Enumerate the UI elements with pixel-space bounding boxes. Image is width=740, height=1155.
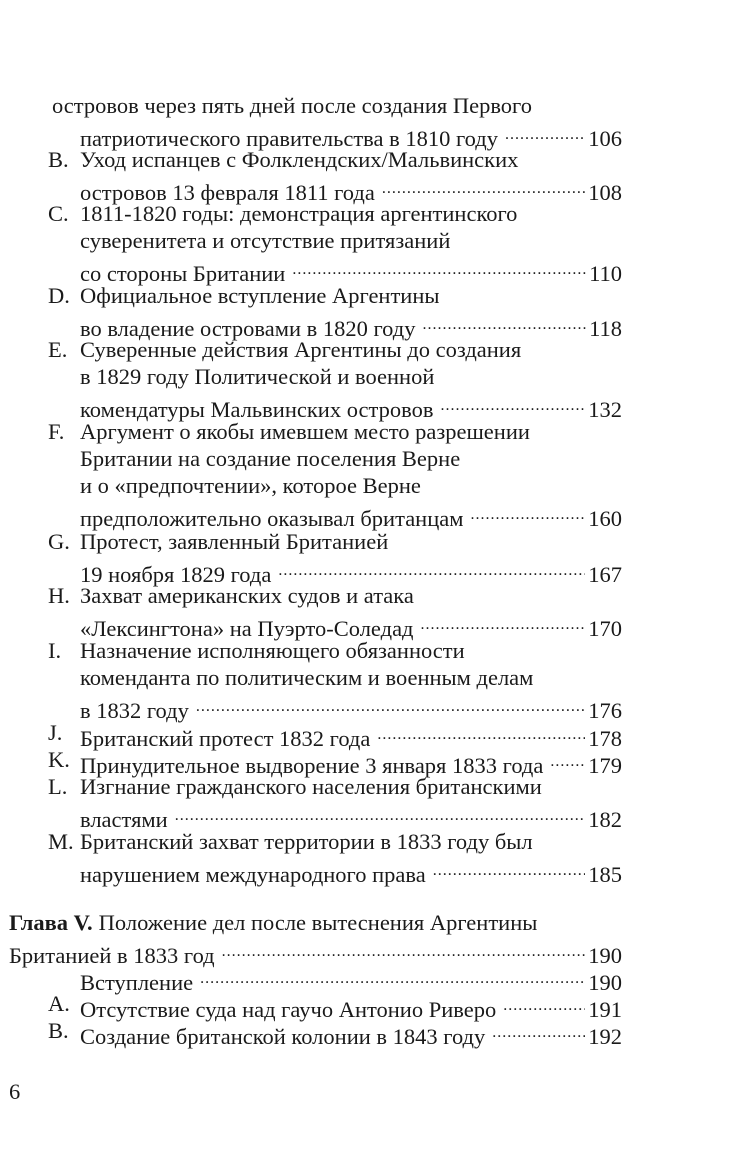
page-ref: 179 xyxy=(588,753,622,778)
entry-line: Британский протест 1832 года xyxy=(80,726,371,751)
entry-letter: B. xyxy=(48,1018,69,1043)
leader-dots xyxy=(505,119,585,146)
leader-dots xyxy=(421,609,586,636)
toc-entry-f xyxy=(48,418,622,531)
entry-line: коменданта по политическим и военным делам xyxy=(80,665,534,690)
entry-line: Создание британской колонии в 1843 году xyxy=(80,1024,486,1049)
entry-letter: F. xyxy=(48,419,65,444)
entry-line: 1811-1820 годы: демонстрация аргентинского xyxy=(80,201,518,226)
entry-line: властями xyxy=(80,807,168,832)
page-ref: 190 xyxy=(588,970,622,995)
entry-line: Изгнание гражданского населения британскими xyxy=(80,774,542,799)
entry-line: Отсутствие суда над гаучо Антонио Риверо xyxy=(80,997,497,1022)
entry-line: со стороны Британии xyxy=(80,261,286,286)
leader-dots xyxy=(503,990,585,1017)
entry-line: Уход испанцев с Фолклендских/Мальвинских xyxy=(80,147,519,172)
entry-letter: M. xyxy=(48,829,74,854)
leader-dots xyxy=(433,855,586,882)
leader-dots xyxy=(550,746,585,773)
page-ref: 167 xyxy=(588,562,622,587)
leader-dots xyxy=(422,309,586,336)
page-ref: 192 xyxy=(588,1024,622,1049)
entry-line: островов 13 февраля 1811 года xyxy=(80,180,375,205)
entry-line: «Лексингтона» на Пуэрто-Соледад xyxy=(80,616,414,641)
toc-entry-k xyxy=(48,746,622,778)
entry-line: в 1832 году xyxy=(80,698,189,723)
entry-line: Аргумент о якобы имевшем место разрешении xyxy=(80,419,530,444)
entry-line: Суверенные действия Аргентины до создания xyxy=(80,337,522,362)
chapter-label: Глава V. xyxy=(9,910,93,935)
entry-line: Протест, заявленный Британией xyxy=(80,529,389,554)
toc-chapter-v xyxy=(9,909,622,1049)
entry-line: патриотического правительства в 1810 году xyxy=(80,126,498,151)
entry-line: Вступление xyxy=(80,970,194,995)
page-ref: 182 xyxy=(588,807,622,832)
entry-line: Принудительное выдворение 3 января 1833 года xyxy=(80,753,544,778)
leader-dots xyxy=(200,963,585,990)
page-ref: 160 xyxy=(588,506,622,531)
entry-letter: I. xyxy=(48,638,62,663)
entry-line: 19 ноября 1829 года xyxy=(80,562,272,587)
entry-line: суверенитета и отсутствие притязаний xyxy=(80,228,451,253)
entry-line: Назначение исполняющего обязанности xyxy=(80,638,465,663)
entry-line: Официальное вступление Аргентины xyxy=(80,283,440,308)
chapter-title-line: Британией в 1833 год xyxy=(9,943,215,968)
toc-entry-c xyxy=(48,200,622,286)
entry-line: в 1829 году Политической и военной xyxy=(80,364,435,389)
page-ref: 191 xyxy=(588,997,622,1022)
entry-line: предположительно оказывал британцам xyxy=(80,506,464,531)
entry-line: Британии на создание поселения Верне xyxy=(80,446,461,471)
entry-letter: B. xyxy=(48,147,69,172)
page-ref: 185 xyxy=(588,862,622,887)
page-ref: 190 xyxy=(588,943,622,968)
page-number: 6 xyxy=(9,1079,21,1104)
toc-entry-h xyxy=(48,582,622,641)
toc-entry-b xyxy=(48,146,622,205)
entry-letter: C. xyxy=(48,201,69,226)
entry-letter: K. xyxy=(48,747,70,772)
entry-line: Захват американских судов и атака xyxy=(80,583,414,608)
toc-entry-i xyxy=(48,637,622,723)
leader-dots xyxy=(292,254,586,281)
toc-entry-j xyxy=(48,719,622,751)
entry-line: комендатуры Мальвинских островов xyxy=(80,397,434,422)
toc-entry-continuation xyxy=(52,92,622,151)
page-ref: 176 xyxy=(588,698,622,723)
leader-dots xyxy=(222,936,586,963)
entry-letter: G. xyxy=(48,529,70,554)
page-ref: 178 xyxy=(588,726,622,751)
page-ref: 110 xyxy=(589,261,622,286)
toc-entry-m xyxy=(48,828,622,887)
entry-line: во владение островами в 1820 году xyxy=(80,316,416,341)
leader-dots xyxy=(196,691,585,718)
entry-letter: A. xyxy=(48,991,70,1016)
chapter-item xyxy=(48,990,622,1022)
toc-entry-e xyxy=(48,336,622,422)
leader-dots xyxy=(278,555,585,582)
entry-letter: E. xyxy=(48,337,68,362)
chapter-item xyxy=(52,963,622,995)
toc-entry-l xyxy=(48,773,622,832)
leader-dots xyxy=(471,499,586,526)
page-ref: 170 xyxy=(588,616,622,641)
page-ref: 106 xyxy=(588,126,622,151)
entry-letter: J. xyxy=(48,720,63,745)
toc-entry-g xyxy=(48,528,622,587)
leader-dots xyxy=(377,719,585,746)
page-ref: 118 xyxy=(589,316,622,341)
entry-letter: D. xyxy=(48,283,70,308)
leader-dots xyxy=(492,1017,585,1044)
page-ref: 132 xyxy=(588,397,622,422)
entry-line: и о «предпочтении», которое Верне xyxy=(80,473,421,498)
leader-dots xyxy=(382,173,585,200)
toc-entry-d xyxy=(48,282,622,341)
chapter-item xyxy=(48,1017,622,1049)
entry-letter: H. xyxy=(48,583,70,608)
leader-dots xyxy=(175,800,586,827)
leader-dots xyxy=(440,390,585,417)
entry-line: Британский захват территории в 1833 году был xyxy=(80,829,533,854)
entry-line: островов через пять дней после создания Первого xyxy=(52,93,532,118)
entry-line: нарушением международного права xyxy=(80,862,426,887)
entry-letter: L. xyxy=(48,774,68,799)
page-ref: 108 xyxy=(588,180,622,205)
chapter-title-line: Положение дел после вытеснения Аргентины xyxy=(98,910,538,935)
